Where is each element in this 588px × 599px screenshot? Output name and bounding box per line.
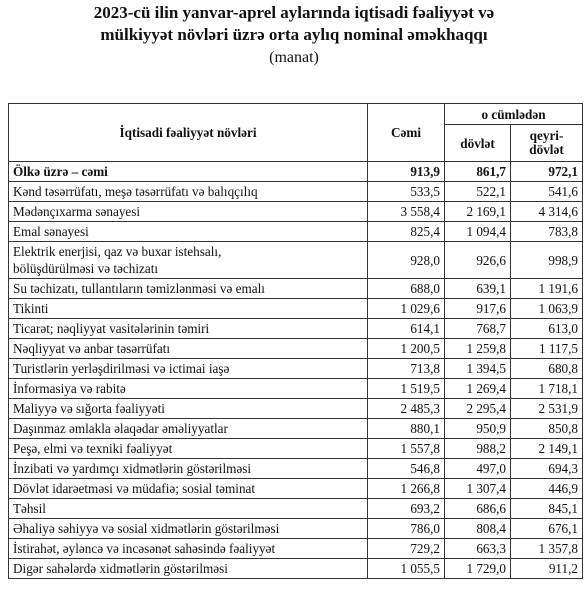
header-nonstate-line-1: qeyri- [529,128,564,143]
title-line-2: mülkiyyət növləri üzrə orta aylıq nominal əməkhaqqı [100,25,488,44]
row-nonstate: 1 718,1 [511,379,583,399]
row-nonstate: 783,8 [511,222,583,242]
row-state: 1 394,5 [445,359,511,379]
row-total: 1 266,8 [368,479,445,499]
header-nonstate [511,125,583,162]
row-nonstate: 972,1 [511,162,583,182]
row-name: İnformasiya və rabitə [9,379,368,399]
row-name: Ticarət; nəqliyyat vasitələrinin təmiri [9,319,368,339]
row-name: Su təchizatı, tullantıların təmizlənməsi və emalı [9,279,368,299]
row-name: İstirahət, əyləncə və incəsənət sahəsində fəaliyyət [9,539,368,559]
row-name: Ölkə üzrə – cəmi [9,162,368,182]
row-name: Kənd təsərrüfatı, meşə təsərrüfatı və balıqçılıq [9,182,368,202]
table-row [9,339,583,359]
table-row [9,419,583,439]
row-name: Təhsil [9,499,368,519]
row-total: 786,0 [368,519,445,539]
row-total: 3 558,4 [368,202,445,222]
row-total: 1 557,8 [368,439,445,459]
header-state: dövlət [445,125,511,162]
row-total: 614,1 [368,319,445,339]
row-total: 913,9 [368,162,445,182]
table-row [9,279,583,299]
row-nonstate: 1 063,9 [511,299,583,319]
table-row [9,439,583,459]
row-state: 639,1 [445,279,511,299]
row-nonstate: 676,1 [511,519,583,539]
table-row [9,202,583,222]
header-activity: İqtisadi fəaliyyət növləri [9,104,368,162]
row-nonstate: 2 149,1 [511,439,583,459]
row-total: 2 485,3 [368,399,445,419]
table-row [9,359,583,379]
row-state: 861,7 [445,162,511,182]
row-total: 546,8 [368,459,445,479]
row-name: Daşınmaz əmlakla əlaqədar əməliyyatlar [9,419,368,439]
row-total: 713,8 [368,359,445,379]
row-name [9,242,368,279]
table-row [9,519,583,539]
row-state: 988,2 [445,439,511,459]
row-state: 768,7 [445,319,511,339]
header-nonstate-line-2: dövlət [529,142,564,157]
table-header [9,104,583,162]
table-row [9,182,583,202]
row-nonstate: 845,1 [511,499,583,519]
row-total: 928,0 [368,242,445,279]
table-row [9,539,583,559]
row-nonstate: 694,3 [511,459,583,479]
row-state: 686,6 [445,499,511,519]
row-state: 663,3 [445,539,511,559]
header-group: o cümlədən [445,104,583,125]
table-row [9,299,583,319]
row-nonstate: 998,9 [511,242,583,279]
row-state: 1 307,4 [445,479,511,499]
row-nonstate: 1 191,6 [511,279,583,299]
row-total: 533,5 [368,182,445,202]
row-total: 1 055,5 [368,559,445,579]
row-nonstate: 680,8 [511,359,583,379]
row-name: İnzibati və yardımçı xidmətlərin göstərilməsi [9,459,368,479]
row-total: 880,1 [368,419,445,439]
row-name: Dövlət idarəetməsi və müdafiə; sosial təminat [9,479,368,499]
row-nonstate: 541,6 [511,182,583,202]
table-row [9,399,583,419]
row-nonstate: 4 314,6 [511,202,583,222]
table-row [9,459,583,479]
row-total: 1 200,5 [368,339,445,359]
row-nonstate: 446,9 [511,479,583,499]
row-state: 917,6 [445,299,511,319]
row-state: 2 295,4 [445,399,511,419]
document-title [0,2,588,46]
table-row [9,379,583,399]
row-nonstate: 1 357,8 [511,539,583,559]
row-state: 1 094,4 [445,222,511,242]
table-row [9,479,583,499]
table-row [9,242,583,279]
header-total: Cəmi [368,104,445,162]
table-row [9,499,583,519]
title-line-1: 2023-cü ilin yanvar-aprel aylarında iqtisadi fəaliyyət və [93,3,495,22]
table-row-total [9,162,583,182]
row-name: Mədənçıxarma sənayesi [9,202,368,222]
row-state: 2 169,1 [445,202,511,222]
row-nonstate: 850,8 [511,419,583,439]
table-row [9,222,583,242]
table-row [9,319,583,339]
row-name: Nəqliyyat və anbar təsərrüfatı [9,339,368,359]
row-state: 1 269,4 [445,379,511,399]
row-total: 729,2 [368,539,445,559]
row-state: 1 729,0 [445,559,511,579]
row-state: 497,0 [445,459,511,479]
row-state: 926,6 [445,242,511,279]
row-name: Maliyyə və sığorta fəaliyyəti [9,399,368,419]
row-state: 1 259,8 [445,339,511,359]
row-name: Digər sahələrdə xidmətlərin göstərilməsi [9,559,368,579]
row-nonstate: 1 117,5 [511,339,583,359]
table-row [9,559,583,579]
row-name-line-2: bölüşdürülməsi və təchizatı [13,261,159,276]
row-nonstate: 2 531,9 [511,399,583,419]
row-total: 1 029,6 [368,299,445,319]
row-total: 693,2 [368,499,445,519]
row-total: 825,4 [368,222,445,242]
table-body [9,162,583,579]
row-state: 950,9 [445,419,511,439]
row-state: 522,1 [445,182,511,202]
row-nonstate: 911,2 [511,559,583,579]
row-name: Peşə, elmi və texniki fəaliyyət [9,439,368,459]
row-total: 688,0 [368,279,445,299]
row-nonstate: 613,0 [511,319,583,339]
row-total: 1 519,5 [368,379,445,399]
row-name: Turistlərin yerləşdirilməsi və ictimai iaşə [9,359,368,379]
unit-subtitle: (manat) [269,49,319,66]
row-state: 808,4 [445,519,511,539]
row-name-line-1: Elektrik enerjisi, qaz və buxar istehsalı, [13,244,222,259]
wage-table [8,103,583,579]
row-name: Emal sənayesi [9,222,368,242]
row-name: Əhaliyə səhiyyə və sosial xidmətlərin göstərilməsi [9,519,368,539]
row-name: Tikinti [9,299,368,319]
